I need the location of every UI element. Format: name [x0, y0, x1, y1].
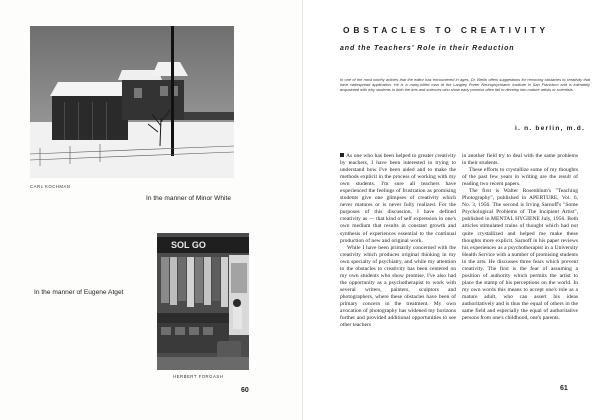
photo-caption-1: In the manner of Minor White — [146, 195, 232, 202]
article-intro: In one of the most worthy articles that the editor has encountered in ages, Dr. Berlin offers suggestions for removing obstacles to creativity that have widespread application. He is a many-hilled man at the Langley Porter Neuropsychiatric Institute in San Francisco and is intimately acquainted with why students in both the arts and sciences who show early promise often fail to develop into mature artists or scientists. — [340, 77, 590, 93]
paragraph-marker-icon — [340, 153, 344, 157]
paragraph: These efforts to crystallize some of my thoughts of the past few years in writing are the result of reading two recent papers. — [462, 167, 578, 188]
paragraph: While I have been primarily concerned with the creativity which produces original thinking in my own specialty of psychiatry, and while my attention to the obstacles to creativity has been centered on my own students who show promise, I've also had the opportunity as a psychotherapist to work with several writers, painters, sculptors and photographers, where these obstacles have been of primary concern in the treatment. My own avocation of photography has widened my horizons further and provided additional opportunities to see other teachers — [340, 244, 456, 329]
paragraph: The first is Walter Rosenblum's "Teaching Photography", published in APERTURE, Vol. 6, No. 3, 1956. The second is Irving Sarnoff's "Some Psychological Problems of The Incipient Artist", published in MENTAL HYGIENE July, 1956. Both articles stimulated trains of thought which had not quite crystallized and helped me make these thoughts more explicit. Sarnoff in his paper reviews his experiences as a psychotherapist in a University Health Service with a number of promising students in the arts. He discusses three fears which prevent creativity. The first is the fear of assuming a position of authority which permits the artist to place the stamp of his perceptions on the world. In my own words this means to accept one's role as a mature adult, who can assert his ideas authoritatively and is thus the equal of others in the same field and especially the equal of authoritative persons from one's childhood, one's parents. — [462, 188, 578, 322]
paragraph: in another field try to deal with the same problems in their students. — [462, 153, 578, 167]
text-column-1 — [340, 153, 456, 411]
photo-credit-2: HERBERT FORGASH — [173, 374, 224, 379]
shop-sign-text: SOL GO — [171, 240, 206, 250]
paragraph — [340, 153, 456, 245]
page-number-right: 61 — [560, 385, 568, 392]
article-author: i. n. berlin, m.d. — [515, 125, 585, 132]
page-number-left: 60 — [241, 387, 249, 394]
article-subtitle: and the Teachers' Role in their Reduction — [340, 45, 515, 52]
paragraph-text: As one who has been helped to greater creativity by teachers, I have been interested in trying to understand how I've been aided and to make the methods explicit in the process of working with my own students. I'm sure all teachers have experienced the feelings of frustration as promising students give one glimpses of creativity which never matures or is never fully realized. For the purposes of this discussion, I have defined creativity as — that kind of self expression in one's own medium that results in constant growth and synthesis of experiences essential to the continual production of new and original work. — [340, 153, 456, 244]
photo-credit-1: CARL KOCHMAN — [30, 184, 71, 189]
article-title: OBSTACLES TO CREATIVITY — [343, 25, 550, 35]
photo-caption-2: In the manner of Eugene Atget — [34, 289, 124, 296]
text-column-2 — [462, 153, 578, 411]
